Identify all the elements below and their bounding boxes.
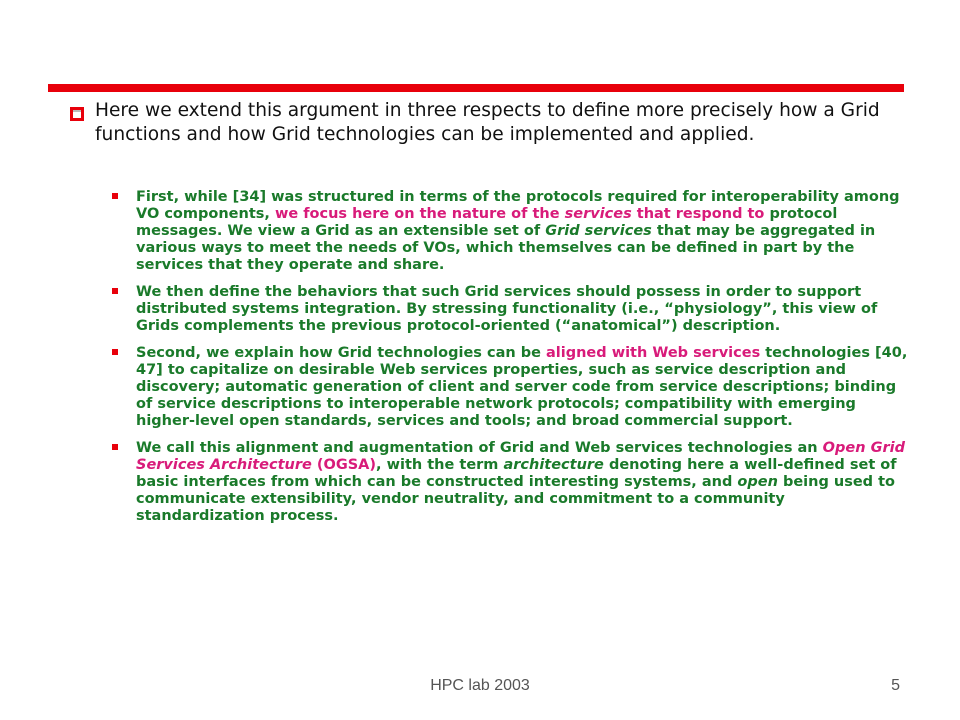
title-rule [48,84,904,92]
footer-label: HPC lab 2003 [430,677,530,694]
bullet-text: We call this alignment and augmentation of Grid and Web services technologies an [136,440,823,456]
sub-bullet-list [112,189,912,535]
bullet-text: that may be aggregated in various ways to meet the needs of VOs, which themselves can be defined in part by the services that they operate and share. [136,223,876,273]
bullet-text: , with the term [376,457,504,473]
italic-term: open [737,474,778,490]
sub-bullet-behaviors [112,284,912,335]
square-bullet-icon [112,349,118,355]
highlight-text: we focus here on the nature of the [274,206,565,222]
page-number: 5 [891,677,900,694]
highlight-text: that respond to [631,206,765,222]
highlight-italic-text: Open Grid Services Architecture [136,440,905,473]
bullet-text: Second, we explain how Grid technologies can be [136,345,546,361]
sub-bullet-web-services [112,345,912,430]
checkbox-bullet-icon [68,104,88,124]
sub-bullet-ogsa [112,440,912,525]
bullet-text: being used to communicate extensibility, vendor neutrality, and commitment to a community standardization process. [136,474,895,524]
bullet-text: protocol messages. We view a Grid as an extensible set of [136,206,838,239]
highlight-italic-text: services [564,206,632,222]
bullet-text: First, while [34] was structured in terms of the protocols required for interoperability among VO components, [136,189,900,222]
square-bullet-icon [112,444,118,450]
bullet-text: technologies [40, 47] to capitalize on desirable Web services properties, such as service description and discovery; automatic generation of client and server code from service descriptions; binding of service descriptions to interoperable network protocols; compatibility with emerging higher-level open standards, services and tools; and broad commercial support. [136,345,908,429]
main-point: Here we extend this argument in three respects to define more precisely how a Grid functions and how Grid technologies can be implemented and applied. [95,100,880,145]
sub-bullet-services [112,189,912,274]
highlight-text: (OGSA) [311,457,377,473]
bullet-text: We then define the behaviors that such Grid services should possess in order to support distributed systems integration. By stressing functionality (i.e., “physiology”, this view of Grids complements the previous protocol-oriented (“anatomical”) description. [136,284,878,334]
bullet-text: denoting here a well-defined set of basic interfaces from which can be constructed interesting systems, and [136,457,897,490]
square-bullet-icon [112,193,118,199]
italic-term: Grid services [545,223,652,239]
italic-term: architecture [503,457,604,473]
square-bullet-icon [112,288,118,294]
highlight-text: aligned with Web services [546,345,761,361]
